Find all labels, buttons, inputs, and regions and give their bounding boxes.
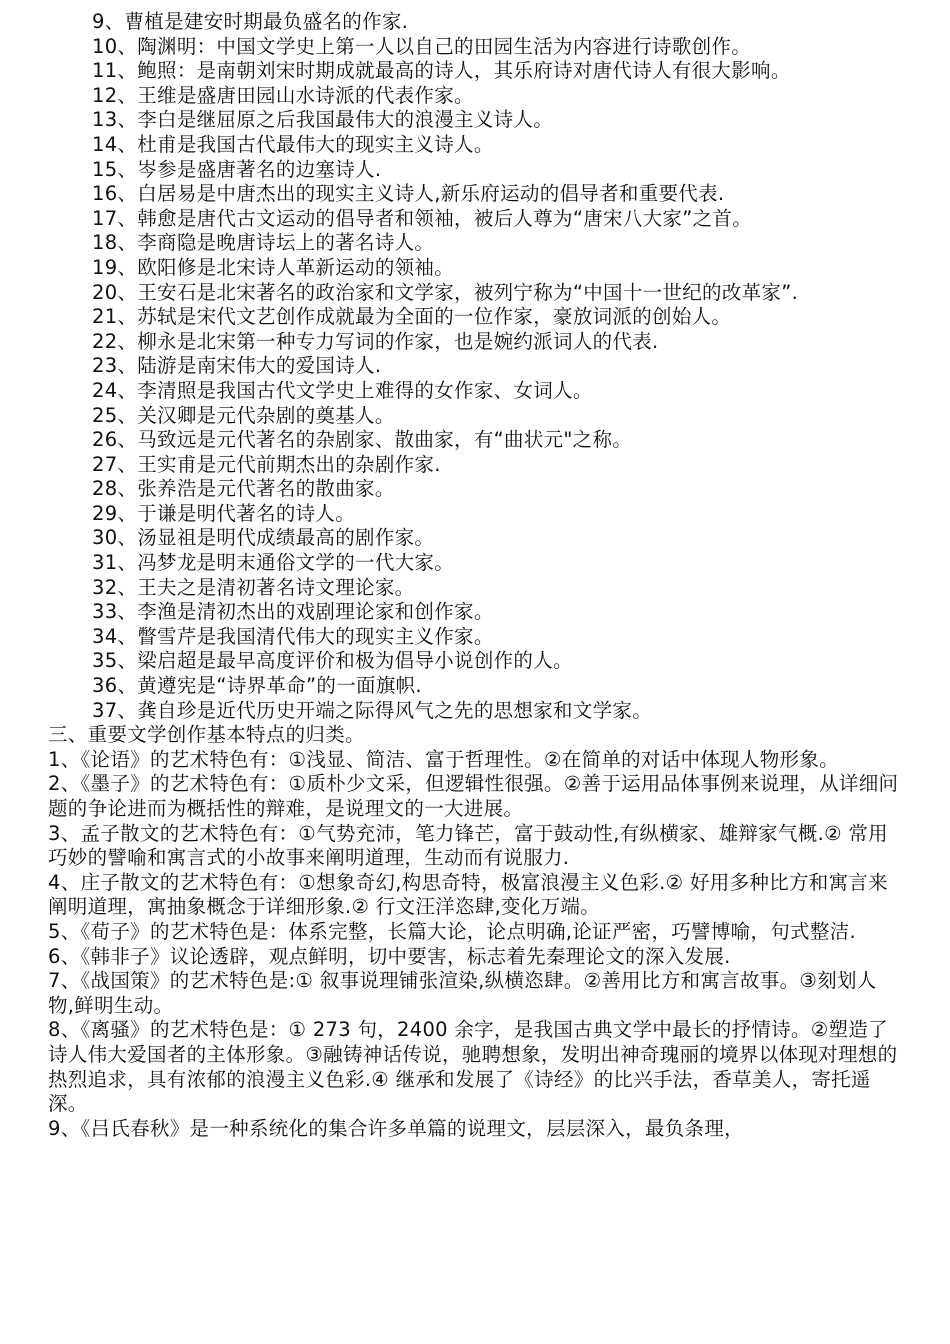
list-item: 27、王实甫是元代前期杰出的杂剧作家. [92,452,441,476]
list-item: 14、杜甫是我国古代最伟大的现实主义诗人。 [92,132,494,156]
list-item: 4、庄子散文的艺术特色有：①想象奇幻,构思奇特，极富浪漫主义色彩.② 好用多种比方和寓言来阐明道理，寓抽象概念于详细形象.② 行文汪洋恣肆,变化万端。 [48,870,888,919]
section-heading: 三、重要文学创作基本特点的归类。 [48,723,365,747]
list-item: 30、汤显祖是明代成绩最高的剧作家。 [92,526,435,550]
list-item: 37、龚自珍是近代历史开端之际得风气之先的思想家和文学家。 [92,698,653,722]
list-item: 9、《吕氏春秋》是一种系统化的集合许多单篇的说理文，层层深入，最负条理， [48,1116,744,1140]
list-item: 15、岑参是盛唐著名的边塞诗人. [92,157,382,181]
feature-list [48,748,902,1142]
list-item: 31、冯梦龙是明末通俗文学的一代大家。 [92,551,455,575]
list-item: 20、王安石是北宋著名的政治家和文学家，被列宁称为“中国十一世纪的改革家”. [92,280,799,304]
list-item: 10、陶渊明：中国文学史上第一人以自己的田园生活为内容进行诗歌创作。 [92,34,752,58]
list-item: 3、孟子散文的艺术特色有：①气势充沛，笔力锋芒，富于鼓动性,有纵横家、雄辩家气概.② 常用巧妙的譬喻和寓言式的小故事来阐明道理，生动而有说服力. [48,821,888,870]
people-list [48,10,902,723]
list-item: 34、瞥雪芹是我国清代伟大的现实主义作家。 [92,624,494,648]
list-item: 24、李清照是我国古代文学史上难得的女作家、女词人。 [92,378,593,402]
list-item: 7、《战国策》的艺术特色是:① 叙事说理铺张渲染,纵横恣肆。②善用比方和寓言故事。③刻划人物,鲜明生动。 [48,969,877,1017]
list-item: 5、《荀子》的艺术特色是：体系完整，长篇大论，论点明确,论证严密，巧譬博喻，句式整洁. [48,919,856,943]
list-item: 26、马致远是元代著名的杂剧家、散曲家，有“曲状元"之称。 [92,428,633,452]
list-item: 33、李渔是清初杰出的戏剧理论家和创作家。 [92,600,494,624]
list-item: 17、韩愈是唐代古文运动的倡导者和领袖，被后人尊为“唐宋八大家”之首。 [92,206,753,230]
list-item: 16、白居易是中唐杰出的现实主义诗人,新乐府运动的倡导者和重要代表. [92,182,725,206]
list-item: 36、黄遵宪是“诗界革命”的一面旗帜. [92,674,422,698]
list-item: 21、苏轼是宋代文艺创作成就最为全面的一位作家，豪放词派的创始人。 [92,305,732,329]
list-item: 29、于谦是明代著名的诗人。 [92,501,356,525]
list-item: 1、《论语》的艺术特色有：①浅显、简洁、富于哲理性。②在简单的对话中体现人物形象。 [48,747,839,771]
list-item: 9、曹植是建安时期最负盛名的作家. [92,10,409,33]
list-item: 13、李白是继屈原之后我国最伟大的浪漫主义诗人。 [92,108,554,132]
list-item: 22、柳永是北宋第一种专力写词的作家，也是婉约派词人的代表. [92,329,659,353]
list-item: 28、张养浩是元代著名的散曲家。 [92,477,395,501]
list-item: 19、欧阳修是北宋诗人革新运动的领袖。 [92,255,455,279]
list-item: 2、《墨子》的艺术特色有：①质朴少文采，但逻辑性很强。②善于运用品体事例来说理，从详细问题的争论进而为概括性的辩难，是说理文的一大进展。 [48,772,899,820]
list-item: 6、《韩非子》议论透辟，观点鲜明，切中要害，标志着先秦理论文的深入发展. [48,944,731,968]
list-item: 32、王夫之是清初著名诗文理论家。 [92,575,415,599]
list-item: 35、梁启超是最早高度评价和极为倡导小说创作的人。 [92,649,573,673]
list-item: 11、鲍照：是南朝刘宋时期成就最高的诗人，其乐府诗对唐代诗人有很大影响。 [92,59,791,83]
list-item: 25、关汉卿是元代杂剧的奠基人。 [92,403,395,427]
list-item: 12、王维是盛唐田园山水诗派的代表作家。 [92,83,474,107]
list-item: 18、李商隐是晚唐诗坛上的著名诗人。 [92,231,435,255]
list-item: 23、陆游是南宋伟大的爱国诗人. [92,354,382,378]
list-item: 8、《离骚》的艺术特色是：① 273 句，2400 余字，是我国古典文学中最长的抒情诗。②塑造了诗人伟大爱国者的主体形象。③融铸神话传说，驰聘想象，发明出神奇瑰丽的境界以体现对理想的热烈追求，具有浓郁的浪漫主义色彩.④ 继承和发展了《诗经》的比兴手法，香草美人，寄托遥深。 [48,1018,898,1116]
